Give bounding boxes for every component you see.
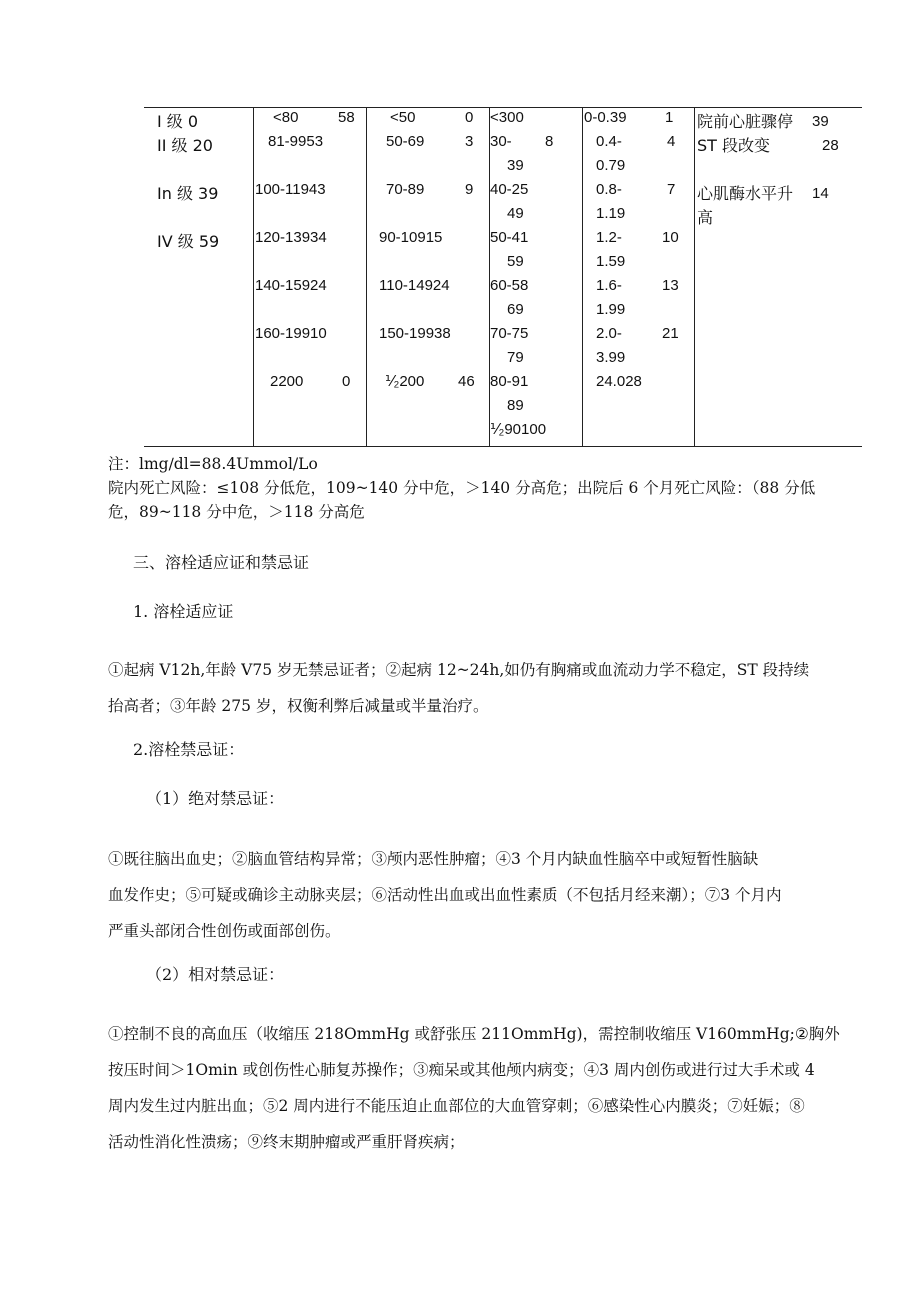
value-range: 1.59 xyxy=(596,253,626,270)
value-score: 4 xyxy=(667,133,676,150)
value-range: 1.2- xyxy=(596,229,622,246)
systolic-bp-range: 50-69 xyxy=(386,133,425,150)
systolic-bp-score: 9 xyxy=(465,181,474,198)
heart-rate-range: <80 xyxy=(273,109,299,126)
value-score: 7 xyxy=(667,181,676,198)
value-range: 3.99 xyxy=(596,349,626,366)
systolic-bp-range: ⅟₂200 xyxy=(385,373,425,390)
relative-contraindication-line: ①控制不良的高血压（收缩压 218OmmHg 或舒张压 211OmmHg)，需控制收缩压 V160mmHg;②胸外 xyxy=(108,1025,840,1043)
heart-rate-range: 140-15924 xyxy=(255,277,327,294)
systolic-bp-range: 150-19938 xyxy=(379,325,451,342)
risk-factor-score: 39 xyxy=(812,113,829,130)
value-score: 13 xyxy=(662,277,679,294)
heart-rate-range: 100-11943 xyxy=(255,181,326,198)
subsection-heading: 1. 溶栓适应证 xyxy=(133,602,234,621)
risk-factor-label: 高 xyxy=(697,208,714,227)
killip-class-4: IV 级 59 xyxy=(157,232,220,251)
table-col-divider-1 xyxy=(253,107,254,446)
systolic-bp-score: 3 xyxy=(465,133,474,150)
indication-paragraph-line: 抬高者；③年龄 275 岁，权衡利弊后减量或半量治疗。 xyxy=(108,697,489,715)
creatinine-range: 59 xyxy=(507,253,524,270)
killip-class-1: I 级 0 xyxy=(157,112,199,131)
risk-factor-label: 心肌酶水平升 xyxy=(697,184,794,203)
table-col-divider-5 xyxy=(694,107,695,446)
value-range: 1.99 xyxy=(596,301,626,318)
relative-contraindication-line: 活动性消化性溃疡；⑨终末期肿瘤或严重肝肾疾病； xyxy=(108,1133,465,1151)
creatinine-range: 70-75 xyxy=(490,325,529,342)
killip-class-3: In 级 39 xyxy=(157,184,219,203)
section-heading: 三、溶栓适应证和禁忌证 xyxy=(133,553,310,572)
relative-contraindication-line: 按压时间＞1Omin 或创伤性心肺复苏操作；③痴呆或其他颅内病变；④3 周内创伤或进行过大手术或 4 xyxy=(108,1061,815,1079)
risk-factor-label: ST 段改变 xyxy=(697,136,771,155)
table-bottom-border xyxy=(144,446,862,447)
value-score: 21 xyxy=(662,325,679,342)
value-range: 1.6- xyxy=(596,277,622,294)
risk-factor-label: 院前心脏骤停 xyxy=(697,112,794,131)
value-range: 0.79 xyxy=(596,157,626,174)
systolic-bp-range: 110-14924 xyxy=(379,277,450,294)
indication-paragraph-line: ①起病 V12h,年龄 V75 岁无禁忌证者；②起病 12~24h,如仍有胸痛或血流动力学不稳定，ST 段持续 xyxy=(108,661,810,679)
creatinine-range: 89 xyxy=(507,397,524,414)
table-col-divider-4 xyxy=(582,107,583,446)
value-score: 10 xyxy=(662,229,679,246)
heart-rate-range: 81-9953 xyxy=(268,133,324,150)
systolic-bp-score: 46 xyxy=(458,373,475,390)
value-score: 1 xyxy=(665,109,674,126)
relative-contraindication-heading: （2）相对禁忌证： xyxy=(146,965,285,984)
unit-note: 注：lmg∕dl=88.4Ummol/Lo xyxy=(108,455,318,473)
creatinine-range: 39 xyxy=(507,157,524,174)
table-col-divider-2 xyxy=(366,107,367,446)
absolute-contraindication-line: 严重头部闭合性创伤或面部创伤。 xyxy=(108,922,341,940)
creatinine-range: 30- 8 xyxy=(490,133,554,150)
creatinine-range: <300 xyxy=(490,109,524,126)
creatinine-range: 40-25 xyxy=(490,181,529,198)
value-range: 0.8- xyxy=(596,181,622,198)
absolute-contraindication-heading: （1）绝对禁忌证： xyxy=(146,789,285,808)
absolute-contraindication-line: 血发作史；⑤可疑或确诊主动脉夹层；⑥活动性出血或出血性素质（不包括月经来潮）；⑦3 个月内 xyxy=(108,886,782,904)
risk-factor-score: 14 xyxy=(812,185,829,202)
risk-factor-score: 28 xyxy=(822,137,839,154)
heart-rate-range: 120-13934 xyxy=(255,229,327,246)
systolic-bp-range: <50 xyxy=(390,109,416,126)
heart-rate-range: 160-19910 xyxy=(255,325,327,342)
creatinine-range: 69 xyxy=(507,301,524,318)
value-range: 0.4- xyxy=(596,133,622,150)
value-range: 2.0- xyxy=(596,325,622,342)
killip-class-2: II 级 20 xyxy=(157,136,213,155)
value-range: 0-0.39 xyxy=(584,109,627,126)
value-range: 24.028 xyxy=(596,373,642,390)
systolic-bp-range: 70-89 xyxy=(386,181,425,198)
creatinine-range: 50-41 xyxy=(490,229,529,246)
subsection-heading: 2.溶栓禁忌证： xyxy=(133,740,245,759)
creatinine-range: 79 xyxy=(507,349,524,366)
absolute-contraindication-line: ①既往脑出血史；②脑血管结构异常；③颅内恶性肿瘤；④3 个月内缺血性脑卒中或短暂性脑缺 xyxy=(108,850,759,868)
heart-rate-score: 58 xyxy=(338,109,355,126)
creatinine-range: 49 xyxy=(507,205,524,222)
creatinine-range: 80-91 xyxy=(490,373,529,390)
relative-contraindication-line: 周内发生过内脏出血；⑤2 周内进行不能压迫止血部位的大血管穿刺；⑥感染性心内膜炎；⑦妊娠；⑧ xyxy=(108,1097,805,1115)
heart-rate-range: 2200 xyxy=(270,373,304,390)
creatinine-range: ⅟₂90100 xyxy=(490,421,547,438)
risk-note-line: 危，89~118 分中危，＞118 分高危 xyxy=(108,503,365,521)
risk-note-line: 院内死亡风险：≤108 分低危，109~140 分中危，＞140 分高危；出院后 6 个月死亡风险：（88 分低 xyxy=(108,479,816,497)
systolic-bp-score: 0 xyxy=(465,109,474,126)
creatinine-range: 60-58 xyxy=(490,277,529,294)
value-range: 1.19 xyxy=(596,205,626,222)
systolic-bp-range: 90-10915 xyxy=(379,229,443,246)
heart-rate-score: 0 xyxy=(342,373,351,390)
